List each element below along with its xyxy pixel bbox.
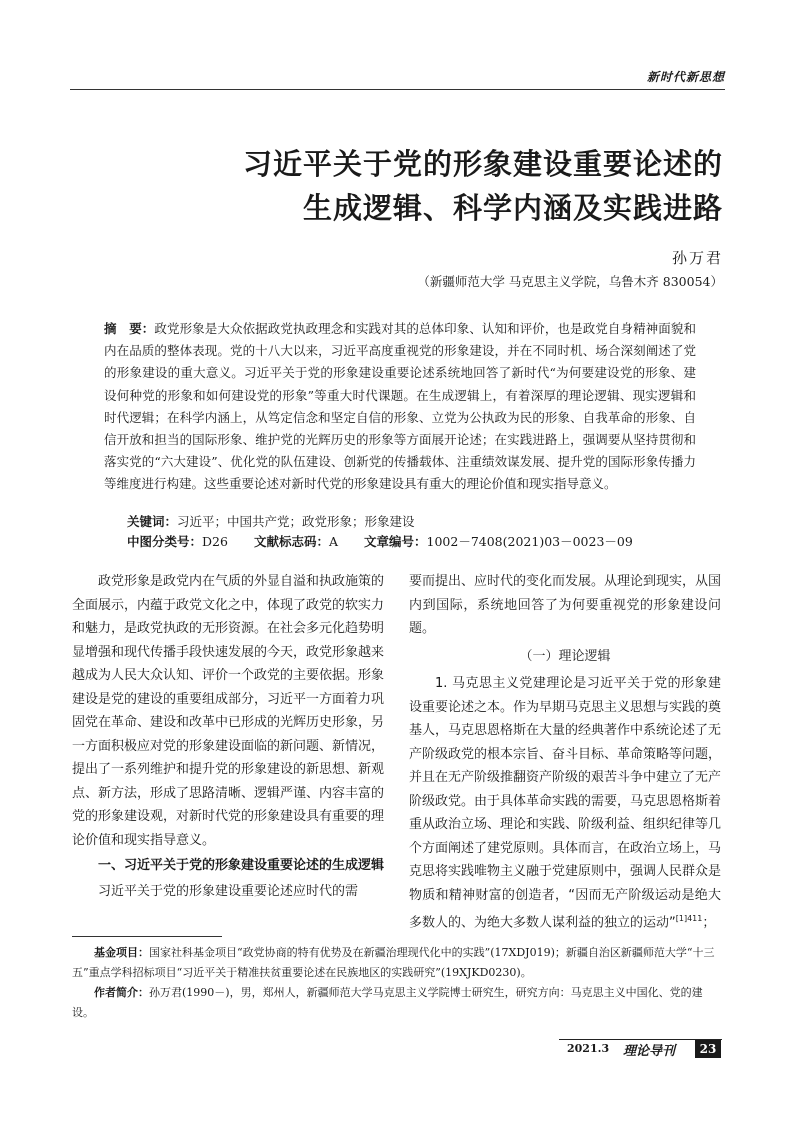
journal-name: 理论导刊 [623,1044,676,1059]
body-left-column [72,570,384,903]
doc-code-label: 文献标志码： [253,534,329,549]
abstract-text: 政党形象是大众依据政党执政理念和实践对其的总体印象、认知和评价，也是政党自身精神面貌和内在品质的整体表现。党的十八大以来，习近平高度重视党的形象建设，并在不同时机、场合深刻阐述了党的形象建设的重大意义。习近平关于党的形象建设重要论述系统地回答了新时代“为何要建设党的形象、建设何种党的形象和如何建设党的形象”等重大时代课题。在生成逻辑上，有着深厚的理论逻辑、现实逻辑和时代逻辑；在科学内涵上，从笃定信念和坚定自信的形象、立党为公执政为民的形象、自我革命的形象、自信开放和担当的国际形象、维护党的光辉历史的形象等方面展开论述；在实践进路上，强调要从坚持贯彻和落实党的“六大建设”、优化党的队伍建设、创新党的传播载体、注重绩效谋发展、提升党的国际形象传播力等维度进行构建。这些重要论述对新时代党的形象建设具有重大的理论价值和现实指导意义。 [104,321,696,492]
keywords-label: 关键词： [127,514,178,529]
abstract-label: 摘 要： [104,321,155,336]
keywords [127,512,415,530]
classification-line [127,532,633,550]
header-rule [70,89,725,90]
body-paragraph: 政党形象是政党内在气质的外显自溢和执政施策的全面展示，内蕴于政党文化之中，体现了政党的软实力和魅力，是政党执政的无形资源。在社会多元化趋势明显增强和现代传播手段快速发展的今天，政党形象越来越成为人民大众认知、评价一个政党的主要依据。形象建设是党的建设的重要组成部分，习近平一方面着力巩固党在革命、建设和改革中已形成的光辉历史形象，另一方面积极应对党的形象建设面临的新问题、新情况，提出了一系列维护和提升党的形象建设的新思想、新观点、新方法，形成了思路清晰、逻辑严谨、内容丰富的党的形象建设观，对新时代党的形象建设具有重要的理论价值和现实指导意义。 [72,574,385,848]
page-number: 23 [695,1040,721,1058]
fund-note [72,943,722,983]
abstract [104,318,696,496]
author-name: 孙万君 [671,249,723,267]
title-line-2: 生成逻辑、科学内涵及实践进路 [302,191,723,225]
clc-value: D26 [202,534,228,549]
author-note-label: 作者简介： [94,986,149,999]
author-affiliation: （新疆师范大学 马克思主义学院，乌鲁木齐 830054） [417,274,723,289]
fund-text: 国家社科基金项目“政党协商的特有优势及在新疆治理现代化中的实践”(17XDJ019)；新疆自治区新疆师范大学“十三五”重点学科招标项目“习近平关于精准扶贫重要论述在民族地区的实践研究”(19XJKD0230)。 [72,946,715,979]
article-number-value: 1002－7408(2021)03－0023－09 [426,534,633,549]
title-line-1: 习近平关于党的形象建设重要论述的 [242,147,723,181]
body-text-tail: ； [702,915,716,931]
keywords-text: 习近平；中国共产党；政党形象；形象建设 [177,514,415,529]
citation-ref: [1]411 [675,914,703,923]
subsection-heading: （一）理论逻辑 [519,648,611,664]
body-text: 1. 马克思主义党建理论是习近平关于党的形象建设重要论述之本。作为早期马克思主义思想与实践的奠基人，马克思恩格斯在大量的经典著作中系统论述了无产阶级政党的根本宗旨、奋斗目标、革命策略等问题，并且在无产阶级推翻资产阶级的艰苦斗争中建立了无产阶级政党。由于具体革命实践的需要，马克思恩格斯着重从政治立场、理论和实践、阶级利益、组织纪律等几个方面阐述了建党原则。具体而言，在政治立场上，马克思将实践唯物主义融于党建原则中，强调人民群众是物质和精神财富的创造者，“因而无产阶级运动是绝大多数人的、为绝大多数人谋利益的独立的运动” [409,676,722,931]
body-paragraph: 要而提出、应时代的变化而发展。从理论到现实，从国内到国际，系统地回答了为何要重视党的形象建设问题。 [409,574,722,636]
body-paragraph [409,672,721,935]
author-note [72,983,722,1023]
author-note-text: 孙万君(1990－)，男，郑州人，新疆师范大学马克思主义学院博士研究生，研究方向：马克思主义中国化、党的建设。 [72,986,703,1019]
section-heading-1: 一、习近平关于党的形象建设重要论述的生成逻辑 [98,858,385,873]
section-tag: 新时代新思想 [646,70,725,84]
issue-number: 2021.3 [567,1042,610,1055]
fund-label: 基金项目： [94,946,149,959]
body-paragraph: 习近平关于党的形象建设重要论述应时代的需 [98,883,359,899]
footnotes [72,943,722,1023]
footnote-rule [72,936,222,937]
doc-code-value: A [328,534,338,549]
body-right-column [409,570,721,935]
article-number-label: 文章编号： [364,534,427,549]
clc-label: 中图分类号： [127,534,203,549]
